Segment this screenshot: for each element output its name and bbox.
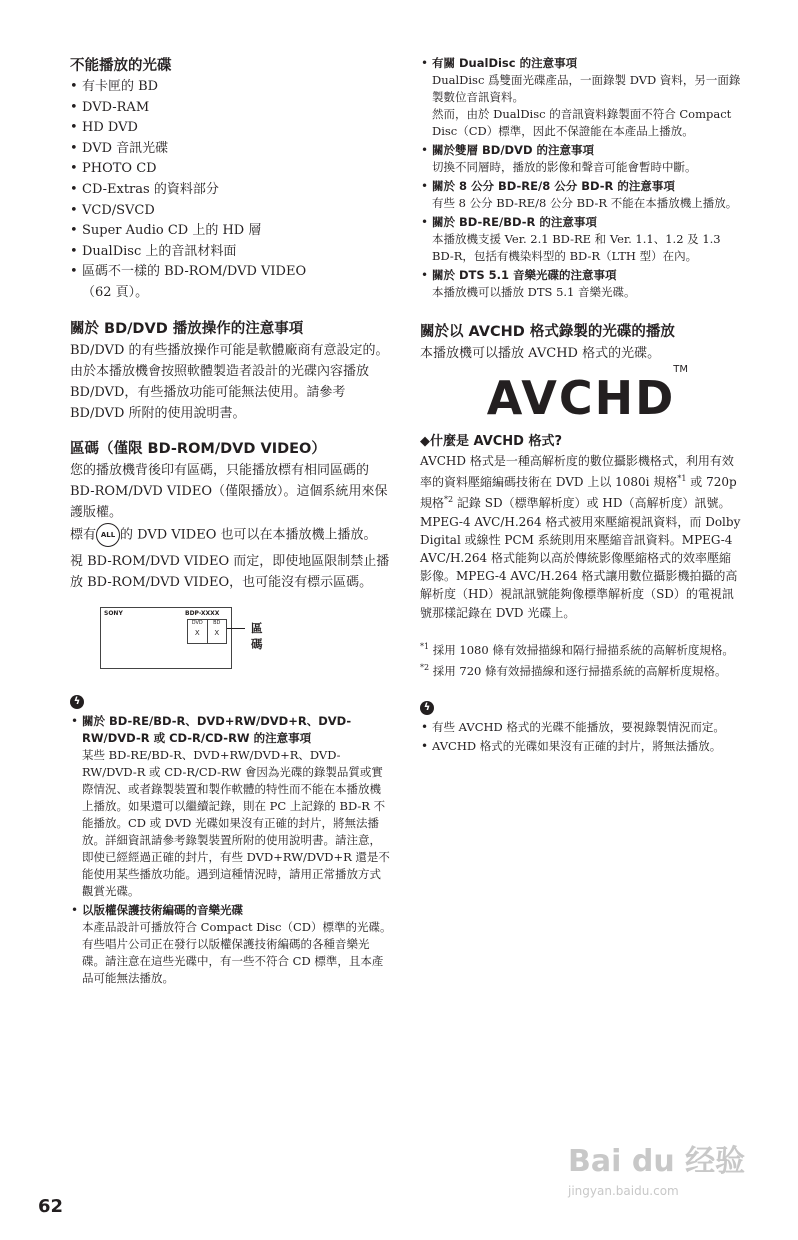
- region-cell-label: DVD: [191, 619, 203, 626]
- list-item: • DVD 音訊光碟: [70, 139, 392, 160]
- sony-logo: SONY: [104, 609, 123, 617]
- right-notes: [420, 55, 742, 301]
- region-p1: 您的播放機背後印有區碼，只能播放標有相同區碼的 BD-ROM/DVD VIDEO（僅限播放）。這個系統用來保護版權。: [70, 462, 388, 520]
- avchd-intro: 本播放機可以播放 AVCHD 格式的光碟。: [420, 346, 661, 361]
- right-column: [420, 55, 742, 757]
- list-item: • CD-Extras 的資料部分: [70, 180, 392, 201]
- model-label: BDP-XXXX: [185, 609, 220, 617]
- list-item: • Super Audio CD 上的 HD 層: [70, 221, 392, 242]
- watermark-url: jingyan.baidu.com: [568, 1184, 679, 1198]
- footnote-mark: *1: [420, 641, 430, 651]
- note-title: • 關於 BD-RE/BD-R、DVD+RW/DVD+R、DVD-RW/DVD-R 或 CD-R/CD-RW 的注意事項: [82, 713, 352, 745]
- note-body: DualDisc 爲雙面光碟產品，一面錄製 DVD 資料，另一面錄製數位音訊資料。: [432, 73, 741, 104]
- avchd-body-part2: 或 720p 規格: [420, 475, 737, 511]
- note-body: 本播放機可以播放 DTS 5.1 音樂光碟。: [432, 285, 636, 299]
- note-title: • 關於 BD-RE/BD-R 的注意事項: [432, 215, 597, 229]
- note-item: [420, 214, 742, 265]
- baidu-watermark: [568, 1136, 768, 1206]
- note-item: [70, 713, 392, 900]
- avchd-body-part3: 記錄 SD（標準解析度）或 HD（高解析度）訊號。MPEG-4 AVC/H.264 格式被用來壓縮視訊資料，而 Dolby Digital 或線性 PCM 系統則用來壓縮音訊資料。MPEG-4 AVC/H.264 格式能夠以高於傳統影像壓縮格式的效率壓縮影像。MPEG-4 AVC/H.264 格式讓用數位攝影機拍攝的高解析度（HD）視訊訊號能夠像標準解析度（SD）的電視訊號那樣記錄在 DVD 光碟上。: [420, 496, 741, 620]
- list-item: • VCD/SVCD: [70, 201, 392, 222]
- region-p3: 視 BD-ROM/DVD VIDEO 而定，即使地區限制禁止播放 BD-ROM/DVD VIDEO，也可能沒有標示區碼。: [70, 553, 390, 590]
- note-item: [420, 738, 742, 755]
- watermark-logo: Bai du 经验: [568, 1144, 746, 1179]
- avchd-subheading: ◆什麼是 AVCHD 格式?: [420, 434, 563, 449]
- region-heading: 區碼（僅限 BD-ROM/DVD VIDEO）: [70, 440, 326, 457]
- region-cell-value: X: [194, 628, 200, 637]
- note-item: [420, 719, 742, 736]
- avchd-logo-text: AVCHD: [486, 371, 676, 425]
- avchd-logo: [420, 364, 742, 426]
- trademark-mark: TM: [673, 364, 688, 375]
- note-item: [420, 55, 742, 140]
- region-p2: [70, 523, 392, 547]
- region-code-box: [187, 619, 227, 644]
- note-body: 切換不同層時，播放的影像和聲音可能會暫時中斷。: [432, 160, 697, 174]
- footnote: [420, 659, 742, 680]
- footnote-mark: *2: [420, 662, 430, 672]
- note-item: [420, 178, 742, 212]
- note-body: 然而，由於 DualDisc 的音訊資料錄製面不符合 Compact Disc（CD）標準，因此不保證能在本產品上播放。: [432, 107, 732, 138]
- list-item-text-cont: （62 頁）。: [82, 284, 149, 300]
- note-body: 本播放機支援 Ver. 2.1 BD-RE 和 Ver. 1.1、1.2 及 1.3 BD-R，包括有機染料型的 BD-R（LTH 型）在內。: [432, 232, 721, 263]
- note-body: • 有些 AVCHD 格式的光碟不能播放，要視錄製情況而定。: [432, 720, 725, 735]
- region-cell-value: X: [214, 628, 220, 637]
- region-all-icon: ALL: [96, 523, 120, 547]
- avchd-notes: [420, 719, 742, 755]
- note-item: [420, 267, 742, 301]
- region-callout-label: 區碼: [251, 620, 263, 651]
- list-item: • 有卡匣的 BD: [70, 77, 392, 98]
- list-item-text: • 區碼不一樣的 BD-ROM/DVD VIDEO: [82, 264, 307, 280]
- note-item: [420, 142, 742, 176]
- list-item: • HD DVD: [70, 118, 392, 139]
- note-title: • 關於 8 公分 BD-RE/8 公分 BD-R 的注意事項: [432, 179, 675, 193]
- region-cell-dvd: [188, 620, 208, 643]
- region-cell-label: BD: [213, 619, 221, 626]
- region-p2-after: 的 DVD VIDEO 也可以在本播放機上播放。: [120, 527, 377, 543]
- list-item: • PHOTO CD: [70, 159, 392, 180]
- footnote: [420, 638, 742, 659]
- left-column: [70, 55, 392, 989]
- player-rear-diagram: [100, 607, 263, 669]
- note-body: • AVCHD 格式的光碟如果沒有正確的封片，將無法播放。: [432, 739, 722, 754]
- avchd-body-part1: AVCHD 格式是一種高解析度的數位攝影機格式，利用有效率的資料壓縮編碼技術在 DVD 上以 1080i 規格: [420, 454, 734, 490]
- note-title: • 有關 DualDisc 的注意事項: [432, 56, 578, 70]
- note-body: 某些 BD-RE/BD-R、DVD+RW/DVD+R、DVD-RW/DVD-R 或 CD-R/CD-RW 會因為光碟的錄製品質或實際情況、或者錄製裝置和製作軟體的特性而不能在本播放機上播放。如果還可以繼續記錄，則在 PC 上記錄的 BD-R 不能播放。CD 或 DVD 光碟如果沒有正確的封片，將無法播放。詳細資訊請參考錄製裝置所附的使用說明書。請注意，即使已經經過正確的封片，有些 DVD+RW/DVD+R 還是不能使用某些播放功能。遇到這種情況時，請用正常播放方式觀賞光碟。: [82, 747, 390, 898]
- footnote-text: 採用 720 條有效掃描線和逐行掃描系統的高解析度規格。: [432, 663, 727, 678]
- avchd-heading: 關於以 AVCHD 格式錄製的光碟的播放: [420, 324, 675, 340]
- left-notes: [70, 713, 392, 987]
- avchd-body: [420, 452, 742, 622]
- note-body: 有些唱片公司正在發行以版權保護技術編碼的各種音樂光碟。請注意在這些光碟中，有一些不符合 CD 標準，且本產品可能無法播放。: [82, 936, 384, 985]
- footnote-ref-2: *2: [444, 495, 454, 505]
- page-number: 62: [38, 1196, 64, 1217]
- playback-ops-body: BD/DVD 的有些播放操作可能是軟體廠商有意設定的。由於本播放機會按照軟體製造者設計的光碟內容播放 BD/DVD，有些播放功能可能無法使用。請參考 BD/DVD 所附的使用說明書。: [70, 342, 389, 421]
- list-item: • DVD-RAM: [70, 98, 392, 119]
- note-body: 有些 8 公分 BD-RE/8 公分 BD-R 不能在本播放機上播放。: [432, 196, 738, 210]
- region-p2-before: 標有: [70, 527, 97, 543]
- tip-icon: ϟ: [70, 695, 84, 709]
- note-item: [70, 902, 392, 987]
- footnote-ref-1: *1: [677, 474, 687, 484]
- callout-line: [227, 628, 245, 629]
- region-cell-bd: [208, 620, 227, 643]
- list-item: [70, 262, 392, 303]
- note-title: • 關於 DTS 5.1 音樂光碟的注意事項: [432, 268, 617, 282]
- tip-icon: ϟ: [420, 701, 434, 715]
- unplayable-list: [70, 77, 392, 304]
- footnote-text: 採用 1080 條有效掃描線和隔行掃描系統的高解析度規格。: [432, 642, 734, 657]
- unplayable-heading: 不能播放的光碟: [70, 58, 172, 74]
- note-title: • 關於雙層 BD/DVD 的注意事項: [432, 143, 595, 157]
- note-title: • 以版權保護技術編碼的音樂光碟: [82, 902, 243, 917]
- playback-ops-heading: 關於 BD/DVD 播放操作的注意事項: [70, 320, 304, 337]
- list-item: • DualDisc 上的音訊材料面: [70, 242, 392, 263]
- note-body: 本產品設計可播放符合 Compact Disc（CD）標準的光碟。: [82, 919, 392, 934]
